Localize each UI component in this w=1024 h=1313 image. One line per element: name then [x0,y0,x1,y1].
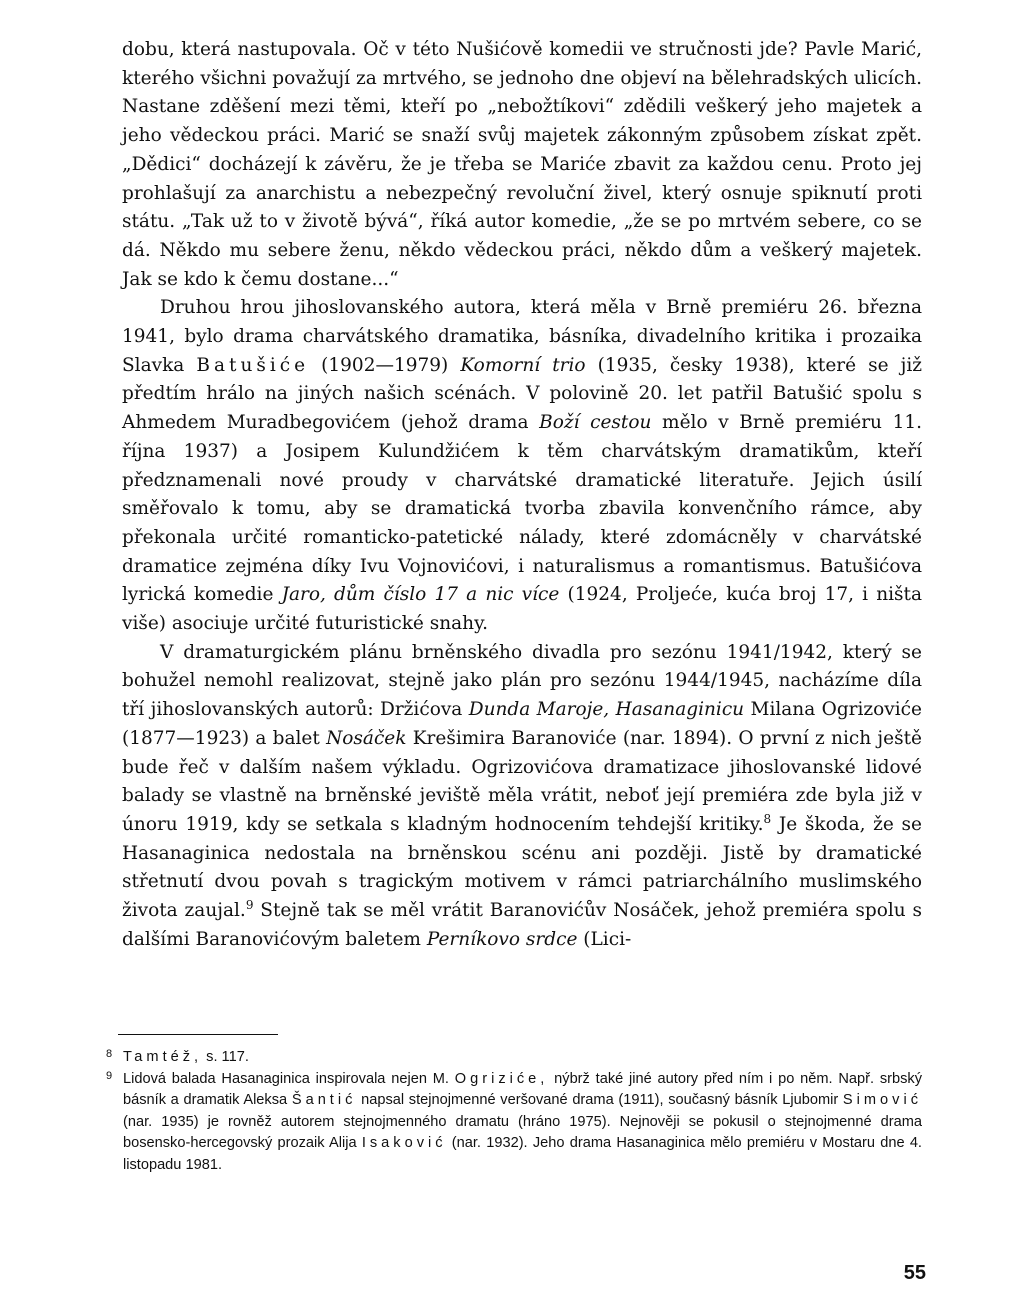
paragraph-3-text-c: Milana Ogrizoviće (1877—1923) a balet [122,699,922,749]
paragraph-3-text-g: Stejně tak se měl vrátit Baranovićův Nosáček, jehož premiéra spolu s dalšími Baranovićovým baletem [122,900,922,950]
title-nosacek: Nosáček [326,727,407,749]
title-komorni-trio: Komorní trio [460,354,586,376]
footnote-divider [118,1034,278,1035]
author-ogrizovic: Ogriziće, [454,1070,549,1087]
paragraph-2-text-c: (1902—1979) [321,354,449,376]
paragraph-2-text-e: (1935, česky 1938), které se již předtím hrálo na jiných našich scénách. V polovině 20. let patřil Batušić spolu s Ahmedem Muradbegovićem (jehož drama [122,354,923,434]
paragraph-1 [122,36,922,294]
title-dunda-maroje: Dunda Maroje, Hasanaginicu [468,699,745,721]
footnote-9-text-e: napsal stejnojmenné veršované drama (1911), současný básník Ljubomir [361,1092,839,1108]
footnote-9-text-a: Lidová balada Hasanaginica inspirovala nejen M. [123,1070,449,1087]
footnotes [106,1047,922,1176]
footnote-ref-8[interactable]: 8 [763,811,772,826]
footnote-9-text-i: (nar. 1932). Jeho drama Hasanaginica mělo premiéru v Mostaru dne 4. listopadu 1981. [123,1135,922,1173]
author-isakovic: Isaković [361,1135,447,1151]
paragraph-2-text-g: mělo v Brně premiéru 11. října 1937) a Josipem Kulundžićem k těm charvátským dramatikům, kteří předznamenali nové proudy v charvátské dramatické literatuře. Jejich úsilí směřovalo k tomu, aby se dramatická tvorba zbavila konvenčního rámce, aby překonala určité romanticko-patetické nálady, které zdomácněly v charvátské dramatice zejména díky Ivu Vojnovićovi, i naturalismus a romantismus. Batušićova lyrická komedie [122,412,923,606]
author-simovic: Simović [842,1092,923,1108]
paragraph-2-text-i: (1924, Proljeće, kuća broj 17, i ništa više) asociuje určité futuristické snahy. [122,584,923,635]
title-pernikovo-srdce: Perníkovo srdce [426,928,578,950]
footnote-8-source: Tamtéž, [123,1049,203,1065]
footnote-ref-9[interactable]: 9 [245,897,254,912]
main-text [122,36,922,955]
paragraph-3-text-a: V dramaturgickém plánu brněnského divadla pro sezónu 1941/1942, který se bohužel nemohl realizovat, stejně jako plán pro sezónu 1944/1945, nacházíme díla tří jihoslovanských autorů: Držićova [122,641,922,721]
footnote-number: 9 [106,1069,113,1082]
author-name-batusic: Batušiće [196,354,310,376]
footnote-9-text-c: nýbrž také jiné autory před ním i po něm. Např. srbský básník a dramatik Aleksa [123,1070,923,1108]
paragraph-3 [122,639,922,955]
paragraph-1-text: dobu, která nastupovala. Oč v této Nušićově komedii ve stručnosti jde? Pavle Marić, kterého všichni považují za mrtvého, se jednoho dne objeví na bělehradských ulicích. Nastane zděšení mezi těmi, kteří po „nebožtíkovi“ zdědili veškerý jeho majetek a jeho vědeckou práci. Marić se snaží svůj majetek zákonným způsobem získat zpět. „Dědici“ docházejí k závěru, že je třeba se Mariće zbavit za každou cenu. Proto jej prohlašují za anarchistu a nebezpečný revoluční živel, který osnuje spiknutí proti státu. „Tak už to v životě bývá“, říká autor komedie, „že se po mrtvém sebere, co se dá. Někdo mu sebere ženu, někdo vědeckou práci, někdo dům a veškerý majetek. Jak se kdo k čemu dostane...“ [122,39,922,290]
paragraph-3-text-i: (Lici- [583,928,632,950]
title-jaro-dum: Jaro, dům číslo 17 a nic více [281,584,560,606]
paragraph-2-text-a: Druhou hrou jihoslovanského autora, která měla v Brně premiéru 26. března 1941, bylo drama charvátského dramatika, básníka, divadelního kritika i prozaika Slavka [122,297,922,376]
page-number: 55 [903,1262,926,1284]
footnote-8 [106,1047,922,1069]
footnote-number: 8 [106,1048,113,1060]
title-bozi-cestou: Boží cestou [539,412,652,434]
paragraph-2 [122,294,922,638]
footnote-9-text-g: (nar. 1935) je rovněž autorem stejnojmenného dramatu (hráno 1975). Nejnověji se pokusil o stejnojmenné drama bosensko-hercegovský prozaik Alija [123,1113,922,1151]
paragraph-3-text-f: Je škoda, že se Hasanaginica nedostala na brněnskou scénu ani později. Jistě by dramatické střetnutí dvou povah s tragickým motivem v rámci patriarchálního muslimského života zaujal. [122,813,922,922]
author-santic: Šantić [291,1092,357,1108]
paragraph-3-text-e: Krešimira Baranoviće (nar. 1894). O první z nich ještě bude řeč v dalším našem výkladu. Ogrizovićova dramatizace jihoslovanské lidové balady se vlastně na brněnské jeviště měla vrátit, neboť její premiéra zde byla již v únoru 1919, kdy se setkala s kladným hodnocením tehdejší kritiky. [122,727,922,835]
footnote-8-text: s. 117. [206,1049,249,1065]
footnote-9 [106,1069,922,1177]
